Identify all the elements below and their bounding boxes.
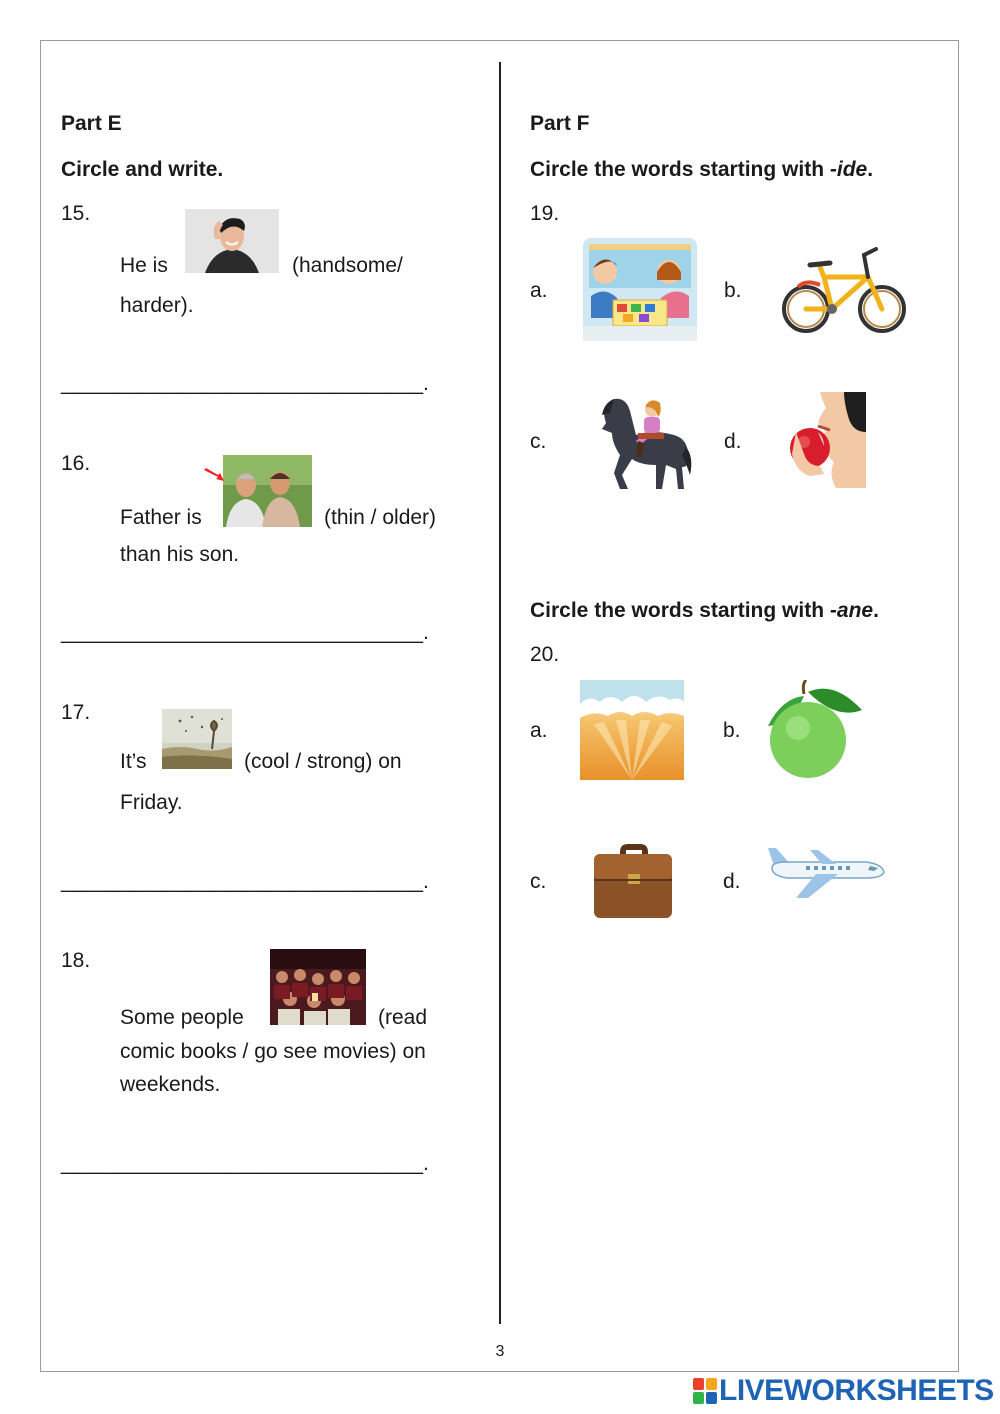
question-16-line2: than his son. <box>120 543 240 566</box>
question-19-number: 19. <box>530 202 560 225</box>
sun-rays-image[interactable] <box>580 680 684 780</box>
option-19b-label: b. <box>724 279 742 302</box>
question-18-options-start[interactable]: (read <box>378 1006 428 1029</box>
question-17-answer-line[interactable]: _______________________________. <box>61 870 429 893</box>
option-20b-label: b. <box>723 719 741 742</box>
briefcase-image[interactable] <box>592 842 674 920</box>
question-18-line1-pre: Some people <box>120 1006 244 1029</box>
windy-day-image <box>162 709 232 769</box>
question-17-number: 17. <box>61 701 91 724</box>
question-15-line1-pre: He is <box>120 254 168 277</box>
question-16-number: 16. <box>61 452 91 475</box>
question-17-line1-pre: It’s <box>120 750 147 773</box>
board-game-image[interactable] <box>583 238 697 341</box>
question-15-options[interactable]: (handsome/ <box>292 254 403 277</box>
bicycle-image[interactable] <box>780 243 908 339</box>
handsome-man-image <box>185 209 279 273</box>
part-f-instruction-20: Circle the words starting with -ane. <box>530 599 879 622</box>
option-19a-label: a. <box>530 279 548 302</box>
airplane-image[interactable] <box>766 844 886 900</box>
page-number: 3 <box>495 1343 505 1360</box>
part-f-instruction-19: Circle the words starting with -ide. <box>530 158 874 181</box>
lime-image[interactable] <box>764 680 864 780</box>
question-18-answer-line[interactable]: _______________________________. <box>61 1152 429 1175</box>
question-15-number: 15. <box>61 202 91 225</box>
part-f-title: Part F <box>530 112 590 135</box>
brand-name: LIVEWORKSHEETS <box>719 1374 994 1407</box>
question-16-options[interactable]: (thin / older) <box>324 506 437 529</box>
question-18-line2[interactable]: comic books / go see movies) on <box>120 1040 426 1063</box>
question-17-options[interactable]: (cool / strong) on <box>244 750 402 773</box>
part-e-instruction: Circle and write. <box>61 158 224 181</box>
question-15-answer-line[interactable]: _______________________________. <box>61 372 429 395</box>
option-19c-label: c. <box>530 430 547 453</box>
father-son-image <box>204 455 312 527</box>
question-18-number: 18. <box>61 949 91 972</box>
part-e-title: Part E <box>61 112 122 135</box>
option-20d-label: d. <box>723 870 741 893</box>
option-20c-label: c. <box>530 870 547 893</box>
option-19d-label: d. <box>724 430 742 453</box>
column-divider <box>499 62 501 1324</box>
question-18-line3: weekends. <box>120 1073 221 1096</box>
eating-apple-image[interactable] <box>780 392 866 488</box>
question-16-answer-line[interactable]: _______________________________. <box>61 621 429 644</box>
question-17-line2: Friday. <box>120 791 183 814</box>
cinema-audience-image <box>270 949 366 1025</box>
horse-rider-image[interactable] <box>590 393 696 495</box>
liveworksheets-icon <box>693 1378 717 1404</box>
question-20-number: 20. <box>530 643 560 666</box>
question-16-line1-pre: Father is <box>120 506 202 529</box>
option-20a-label: a. <box>530 719 548 742</box>
liveworksheets-logo <box>693 1374 994 1408</box>
question-15-line2[interactable]: harder). <box>120 294 194 317</box>
